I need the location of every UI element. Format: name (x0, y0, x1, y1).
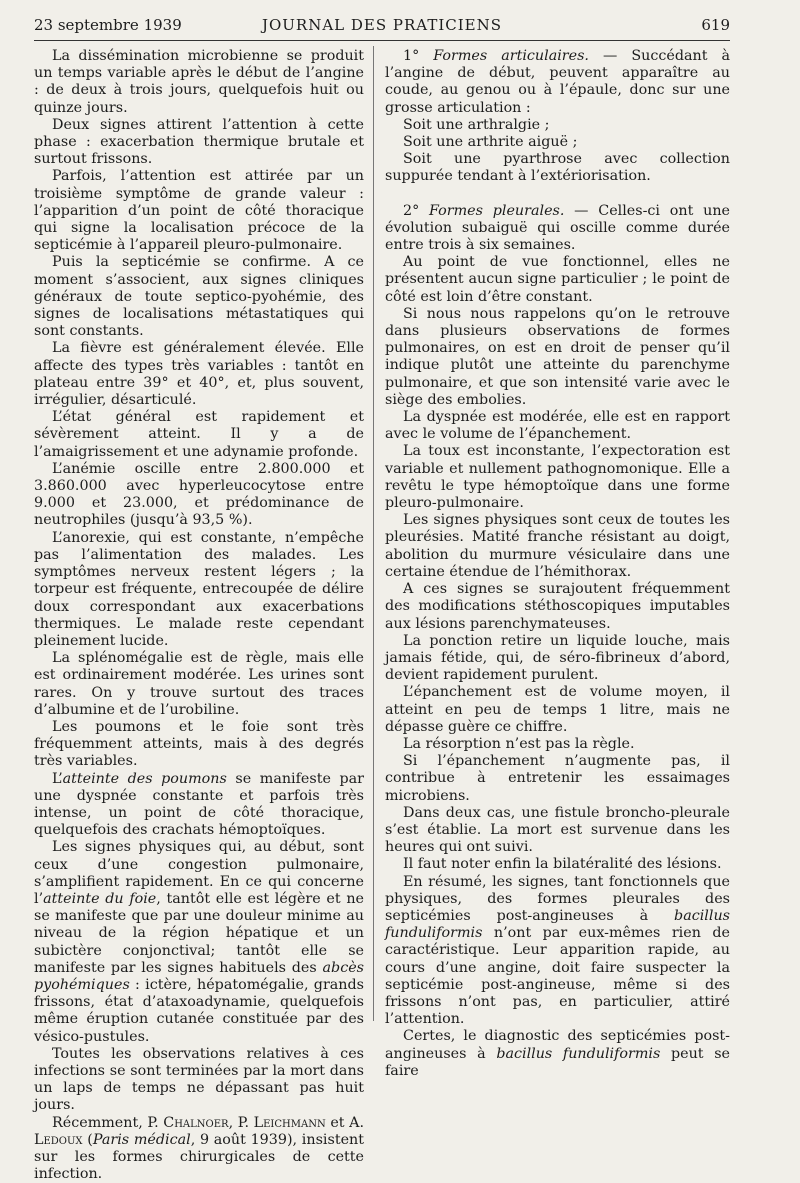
paragraph: Si nous nous rappelons qu’on le retrouve dans plusieurs observations de formes pulmonaires, on est en droit de penser qu’il indique plutôt une atteinte du parenchyme pulmonaire, et que son intensité varie avec le siège des embolies. (385, 305, 730, 408)
left-column (34, 48, 364, 1183)
page-number: 619 (701, 16, 730, 34)
paragraph: La résorption n’est pas la règle. (403, 735, 635, 752)
paragraph: Deux signes attirent l’attention à cette phase : exacerbation thermique brutale et surtout frissons. (34, 116, 364, 168)
paragraph: Il faut noter enfin la bilatéralité des lésions. (403, 856, 722, 873)
header-date: 23 septembre 1939 (34, 16, 182, 34)
paragraph: Si l’épanchement n’augmente pas, il contribue à entretenir les essaimages microbiens. (385, 753, 730, 804)
paragraph: Les signes physiques sont ceux de toutes les pleurésies. Matité franche résistant au doigt, abolition du murmure vésiculaire dans une certaine étendue de l’hémithorax. (385, 512, 730, 580)
paragraph: L’anémie oscille entre 2.800.000 et 3.860.000 avec hyperleucocytose entre 9.000 et 23.000, et prédominance de neutrophiles (jusqu’à 93,5 %). (34, 460, 364, 529)
paragraph: Certes, le diagnostic des septicémies post-angineuses à bacillus funduliformis peut se faire (385, 1028, 730, 1079)
page-header (34, 16, 730, 38)
paragraph: La splénomégalie est de règle, mais elle est ordinairement modérée. Les urines sont rares. On y trouve surtout des traces d’albumine et de l’urobiline. (34, 650, 364, 718)
paragraph: L’épanchement est de volume moyen, il atteint en peu de temps 1 litre, mais ne dépasse guère ce chiffre. (385, 684, 730, 735)
paragraph: Au point de vue fonctionnel, elles ne présentent aucun signe particulier ; le point de côté est loin d’être constant. (385, 254, 730, 305)
journal-title: JOURNAL DES PRATICIENS (261, 16, 503, 34)
right-column (385, 48, 730, 1080)
paragraph: Récemment, P. Chalnoer, P. Leichmann et A. Ledoux (Paris médical, 9 août 1939), insistent sur les formes chirurgicales de cette infection. (34, 1114, 365, 1183)
paragraph: L’anorexie, qui est constante, n’empêche pas l’alimentation des malades. Les symptômes nerveux restent légers ; la torpeur est fréquente, entrecoupée de délire doux correspondant aux exacerbations thermiques. Le malade reste cependant pleinement lucide. (34, 529, 364, 649)
paragraph: Les signes physiques qui, au début, sont ceux d’une congestion pulmonaire, s’amplifient rapidement. En ce qui concerne l’atteinte du foie, tantôt elle est légère et ne se manifeste que par une douleur minime au niveau de la région hépatique et un subictère conjonctival; tantôt elle se manifeste par les signes habituels des abcès pyohémiques : ictère, hépatomégalie, grands frissons, état d’ataxoadynamie, quelquefois même éruption cutanée constituée par des vésico-pustules. (34, 839, 364, 1045)
paragraph: La toux est inconstante, l’expectoration est variable et nullement pathognomonique. Elle a revêtu le type hémoptoïque dans une forme pleuro-pulmonaire. (385, 443, 730, 512)
list-item: Soit une arthralgie ; (403, 116, 550, 133)
paragraph: Dans deux cas, une fistule broncho-pleurale s’est établie. La mort est survenue dans les heures qui ont suivi. (385, 804, 730, 856)
paragraph: A ces signes se surajoutent fréquemment des modifications stéthoscopiques imputables aux lésions parenchymateuses. (385, 581, 730, 632)
paragraph: Toutes les observations relatives à ces infections se sont terminées par la mort dans un laps de temps ne dépassant pas huit jours. (34, 1045, 364, 1114)
paragraph: En résumé, les signes, tant fonctionnels que physiques, des formes pleurales des septicémies post-angineuses à bacillus funduliformis n’ont par eux-mêmes rien de caractéristique. Leur apparition rapide, au cours d’une angine, doit faire suspecter la septicémie post-angineuse, même si des frissons n’ont pas, en particulier, attiré l’attention. (385, 873, 730, 1028)
header-rule (34, 40, 730, 41)
paragraph: La dyspnée est modérée, elle est en rapport avec le volume de l’épanchement. (385, 409, 730, 443)
list-item: Soit une arthrite aiguë ; (403, 134, 578, 151)
paragraph: L’état général est rapidement et sévèrement atteint. Il y a de l’amaigrissement et une adynamie profonde. (34, 409, 364, 460)
paragraph: 1° Formes articulaires. — Succédant à l’angine de début, peuvent apparaître au coude, au genou ou à l’épaule, donc sur une grosse articulation : (385, 48, 730, 116)
paragraph: La dissémination microbienne se produit un temps variable après le début de l’angine : de deux à trois jours, quelquefois huit ou quinze jours. (34, 48, 364, 116)
paragraph: Parfois, l’attention est attirée par un troisième symptôme de grande valeur : l’apparition d’un point de côté thoracique qui signe la localisation précoce de la septicémie à l’appareil pleuro-pulmonaire. (34, 168, 364, 254)
paragraph: Les poumons et le foie sont très fréquemment atteints, mais à des degrés très variables. (34, 718, 364, 770)
paragraph: 2° Formes pleurales. — Celles-ci ont une évolution subaiguë qui oscille comme durée entre trois à six semaines. (385, 202, 730, 254)
paragraph: La ponction retire un liquide louche, mais jamais fétide, qui, de séro-fibrineux d’abord, devient rapidement purulent. (385, 632, 730, 684)
column-divider (373, 46, 374, 1021)
paragraph: Puis la septicémie se confirme. A ce moment s’associent, aux signes cliniques généraux de toute septico-pyohémie, des signes de localisations métastatiques qui sont constants. (34, 254, 364, 340)
paragraph: La fièvre est généralement élevée. Elle affecte des types très variables : tantôt en plateau entre 39° et 40°, et, plus souvent, irrégulier, désarticulé. (34, 340, 364, 409)
paragraph: L’atteinte des poumons se manifeste par une dyspnée constante et parfois très intense, un point de côté thoracique, quelquefois des crachats hémoptoïques. (34, 770, 364, 839)
list-item: Soit une pyarthrose avec collection suppurée tendant à l’extériorisation. (385, 151, 730, 185)
